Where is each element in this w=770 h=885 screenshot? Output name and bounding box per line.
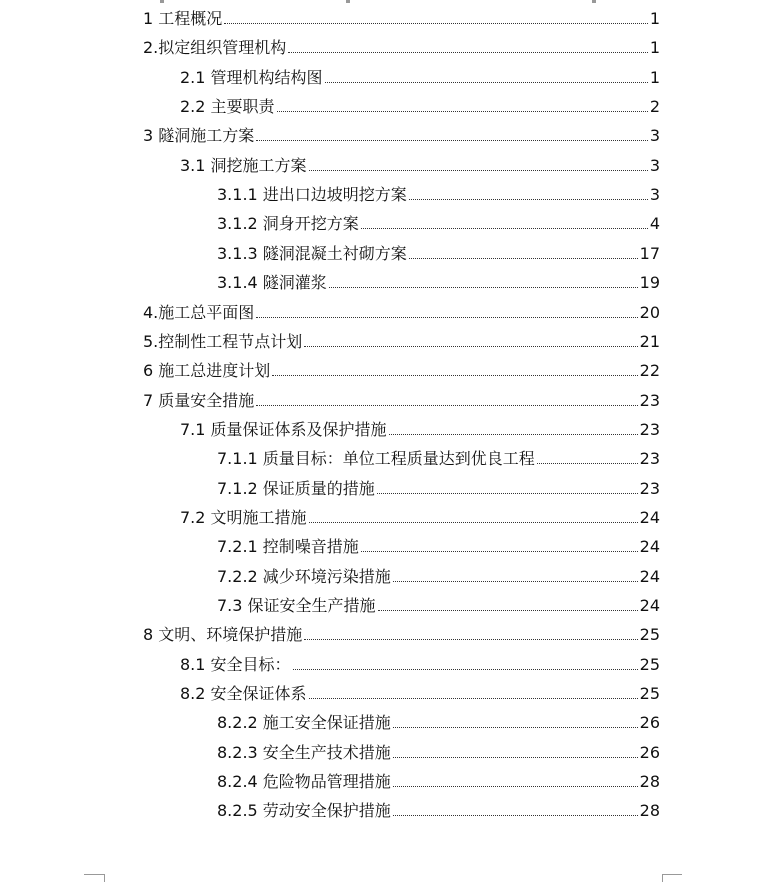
toc-entry-title: 6 施工总进度计划 bbox=[143, 361, 271, 380]
toc-entry-title: 2.2 主要职责 bbox=[180, 97, 275, 116]
toc-entry-title: 7.1.2 保证质量的措施 bbox=[217, 479, 375, 498]
toc-entry-title: 7.1 质量保证体系及保护措施 bbox=[180, 420, 387, 439]
toc-dot-leader bbox=[288, 52, 648, 53]
toc-page-number: 25 bbox=[639, 655, 660, 674]
toc-entry[interactable] bbox=[217, 595, 660, 617]
toc-entry-title: 3.1.1 进出口边坡明挖方案 bbox=[217, 185, 407, 204]
toc-page-number: 17 bbox=[639, 244, 660, 263]
toc-page-number: 24 bbox=[639, 508, 660, 527]
toc-entry-title: 7.2 文明施工措施 bbox=[180, 508, 307, 527]
toc-entry[interactable] bbox=[180, 155, 660, 177]
toc-entry-title: 7.1.1 质量目标：单位工程质量达到优良工程 bbox=[217, 449, 535, 468]
page-corner-mark-bottom-right bbox=[662, 874, 682, 885]
toc-entry-title: 8.2.4 危险物品管理措施 bbox=[217, 772, 391, 791]
toc-entry-title: 2.1 管理机构结构图 bbox=[180, 68, 323, 87]
toc-entry[interactable] bbox=[217, 712, 660, 734]
toc-page-number: 21 bbox=[639, 332, 660, 351]
toc-entry-title: 3.1.3 隧洞混凝土衬砌方案 bbox=[217, 244, 407, 263]
toc-entry[interactable] bbox=[217, 478, 660, 500]
toc-dot-leader bbox=[309, 522, 638, 523]
toc-entry-title: 8.2.2 施工安全保证措施 bbox=[217, 713, 391, 732]
toc-page-number: 22 bbox=[639, 361, 660, 380]
toc-dot-leader bbox=[304, 639, 637, 640]
toc-dot-leader bbox=[393, 757, 638, 758]
toc-entry-title: 2.拟定组织管理机构 bbox=[143, 38, 287, 57]
toc-entry-title: 3.1 洞挖施工方案 bbox=[180, 156, 307, 175]
toc-page-number: 26 bbox=[639, 713, 660, 732]
toc-dot-leader bbox=[393, 815, 638, 816]
toc-entry[interactable] bbox=[217, 800, 660, 822]
page-top-tick bbox=[160, 0, 164, 3]
toc-dot-leader bbox=[256, 405, 637, 406]
toc-dot-leader bbox=[537, 463, 638, 464]
toc-entry[interactable] bbox=[180, 67, 660, 89]
toc-entry-title: 7.3 保证安全生产措施 bbox=[217, 596, 376, 615]
toc-page-number: 23 bbox=[639, 449, 660, 468]
toc-dot-leader bbox=[378, 610, 638, 611]
toc-dot-leader bbox=[277, 111, 648, 112]
toc-page-number: 4 bbox=[649, 214, 660, 233]
toc-page-number: 1 bbox=[649, 38, 660, 57]
toc-page-number: 28 bbox=[639, 772, 660, 791]
toc-entry-title: 8.2 安全保证体系 bbox=[180, 684, 307, 703]
page-corner-mark-bottom-left bbox=[84, 874, 104, 885]
toc-dot-leader bbox=[224, 23, 648, 24]
toc-page-number: 1 bbox=[649, 68, 660, 87]
toc-entry[interactable] bbox=[143, 624, 660, 646]
toc-dot-leader bbox=[293, 669, 638, 670]
toc-page-number: 23 bbox=[639, 479, 660, 498]
toc-entry[interactable] bbox=[143, 390, 660, 412]
toc-page-number: 3 bbox=[649, 156, 660, 175]
toc-entry-title: 3 隧洞施工方案 bbox=[143, 126, 255, 145]
toc-dot-leader bbox=[304, 346, 637, 347]
toc-entry-title: 8.2.3 安全生产技术措施 bbox=[217, 743, 391, 762]
toc-page-number: 2 bbox=[649, 97, 660, 116]
toc-dot-leader bbox=[256, 140, 648, 141]
toc-dot-leader bbox=[393, 727, 638, 728]
toc-entry[interactable] bbox=[180, 654, 660, 676]
toc-page-number: 1 bbox=[649, 9, 660, 28]
toc-entry-title: 7 质量安全措施 bbox=[143, 391, 255, 410]
toc-entry[interactable] bbox=[180, 507, 660, 529]
toc-entry-title: 7.2.1 控制噪音措施 bbox=[217, 537, 359, 556]
toc-dot-leader bbox=[329, 287, 638, 288]
toc-entry[interactable] bbox=[143, 360, 660, 382]
toc-entry[interactable] bbox=[217, 272, 660, 294]
toc-entry-title: 4.施工总平面图 bbox=[143, 303, 255, 322]
toc-page-number: 24 bbox=[639, 567, 660, 586]
toc-dot-leader bbox=[409, 258, 638, 259]
toc-entry-title: 8.1 安全目标： bbox=[180, 655, 291, 674]
toc-entry[interactable] bbox=[217, 243, 660, 265]
toc-dot-leader bbox=[393, 786, 638, 787]
toc-entry-title: 8 文明、环境保护措施 bbox=[143, 625, 303, 644]
toc-dot-leader bbox=[361, 228, 648, 229]
toc-dot-leader bbox=[309, 170, 648, 171]
toc-entry[interactable] bbox=[217, 536, 660, 558]
toc-entry[interactable] bbox=[143, 125, 660, 147]
page-top-tick bbox=[346, 0, 350, 3]
toc-page-number: 24 bbox=[639, 537, 660, 556]
toc-entry-title: 5.控制性工程节点计划 bbox=[143, 332, 303, 351]
toc-page-number: 23 bbox=[639, 420, 660, 439]
toc-dot-leader bbox=[389, 434, 638, 435]
toc-page-number: 3 bbox=[649, 126, 660, 145]
toc-page-number: 20 bbox=[639, 303, 660, 322]
toc-dot-leader bbox=[377, 493, 638, 494]
toc-page-number: 25 bbox=[639, 625, 660, 644]
toc-entry[interactable] bbox=[217, 566, 660, 588]
toc-entry[interactable] bbox=[180, 96, 660, 118]
toc-page-number: 26 bbox=[639, 743, 660, 762]
toc-entry[interactable] bbox=[143, 331, 660, 353]
toc-entry[interactable] bbox=[217, 448, 660, 470]
toc-entry-title: 8.2.5 劳动安全保护措施 bbox=[217, 801, 391, 820]
toc-dot-leader bbox=[409, 199, 648, 200]
toc-entry[interactable] bbox=[217, 742, 660, 764]
toc-entry[interactable] bbox=[143, 302, 660, 324]
toc-dot-leader bbox=[325, 82, 648, 83]
toc-page-number: 25 bbox=[639, 684, 660, 703]
toc-entry[interactable] bbox=[180, 683, 660, 705]
toc-page-number: 3 bbox=[649, 185, 660, 204]
toc-entry-title: 7.2.2 减少环境污染措施 bbox=[217, 567, 391, 586]
toc-page-number: 24 bbox=[639, 596, 660, 615]
toc-page-number: 19 bbox=[639, 273, 660, 292]
toc-entry[interactable] bbox=[180, 419, 660, 441]
toc-dot-leader bbox=[393, 581, 638, 582]
page-corner-mark-bottom-right-vertical bbox=[662, 874, 663, 882]
toc-page-number: 28 bbox=[639, 801, 660, 820]
toc-entry[interactable] bbox=[217, 771, 660, 793]
toc-entry-title: 3.1.2 洞身开挖方案 bbox=[217, 214, 359, 233]
toc-entry[interactable] bbox=[143, 8, 660, 30]
toc-dot-leader bbox=[272, 375, 637, 376]
toc-entry[interactable] bbox=[217, 184, 660, 206]
toc-entry-title: 3.1.4 隧洞灌浆 bbox=[217, 273, 327, 292]
toc-dot-leader bbox=[309, 698, 638, 699]
toc-page-number: 23 bbox=[639, 391, 660, 410]
toc-dot-leader bbox=[361, 551, 638, 552]
page-top-tick bbox=[592, 0, 596, 3]
toc-entry[interactable] bbox=[217, 213, 660, 235]
toc-entry-title: 1 工程概况 bbox=[143, 9, 223, 28]
page-corner-mark-bottom-left-vertical bbox=[104, 874, 105, 882]
toc-entry[interactable] bbox=[143, 37, 660, 59]
toc-dot-leader bbox=[256, 317, 637, 318]
